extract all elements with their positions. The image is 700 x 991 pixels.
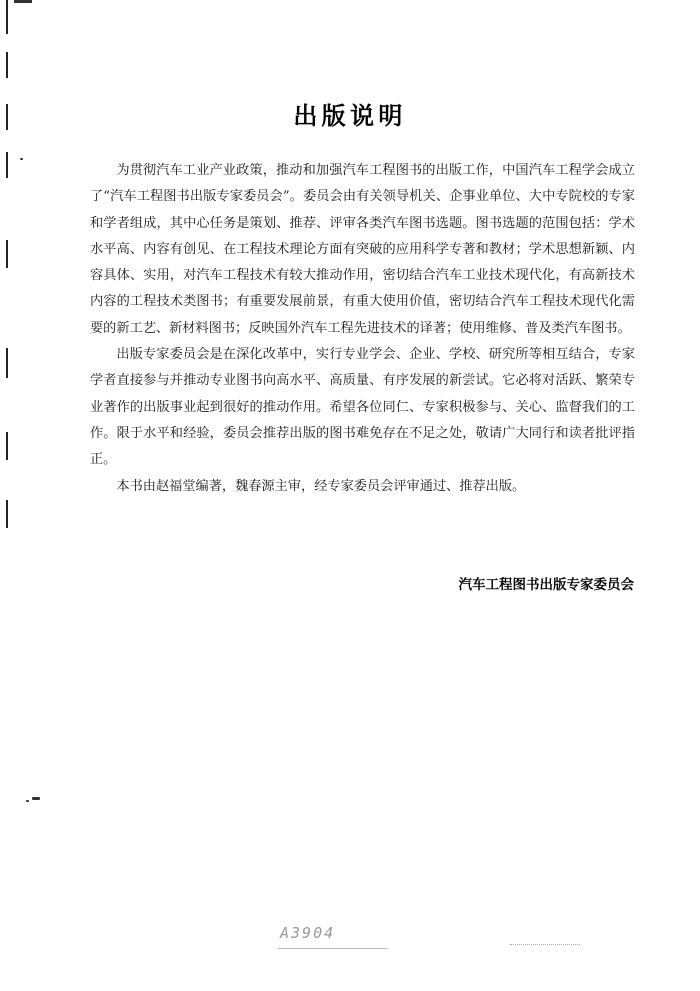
preface-body — [90, 158, 635, 500]
page-title: 出版说明 — [293, 102, 407, 130]
paragraph-3: 本书由赵福堂编著，魏春源主审，经专家委员会评审通过、推荐出版。 — [116, 478, 526, 494]
scan-speck — [32, 797, 40, 800]
scan-edge-mark — [6, 152, 8, 178]
scan-speck — [20, 158, 23, 160]
paragraph-2: 出版专家委员会是在深化改革中，实行专业学会、企业、学校、研究所等相互结合，专家学者直接参与并推动专业图书向高水平、高质量、有序发展的新尝试。它必将对活跃、繁荣专业著作的出版事业起到很好的推动作用。希望各位同仁、专家积极参与、关心、监督我们的工作。限于水平和经验，委员会推荐出版的图书难免存在不足之处，敬请广大同行和读者批评指正。 — [90, 347, 635, 468]
scan-speck — [26, 800, 29, 802]
library-stamp: A3904 — [280, 924, 336, 942]
signature: 汽车工程图书出版专家委员会 — [458, 577, 634, 593]
scan-edge-mark — [6, 0, 8, 34]
scan-edge-mark — [6, 240, 8, 268]
scan-edge-mark — [6, 348, 8, 378]
paragraph-1: 为贯彻汽车工业产业政策，推动和加强汽车工程图书的出版工作，中国汽车工程学会成立了“汽车工程图书出版专家委员会”。委员会由有关领导机关、企事业单位、大中专院校的专家和学者组成，其中心任务是策划、推荐、评审各类汽车图书选题。图书选题的范围包括：学术水平高、内容有创见、在工程技术理论方面有突破的应用科学专著和教材；学术思想新颖、内容具体、实用，对汽车工程技术有较大推动作用，密切结合汽车工业技术现代化，有高新技术内容的工程技术类图书；有重要发展前景，有重大使用价值，密切结合汽车工程技术现代化需要的新工艺、新材料图书；反映国外汽车工程先进技术的译著；使用维修、普及类汽车图书。 — [90, 163, 635, 336]
scan-edge-mark — [6, 52, 8, 78]
scan-corner-mark — [14, 0, 32, 3]
scan-edge-mark — [6, 432, 8, 460]
scan-dots — [510, 944, 580, 946]
scan-edge-mark — [6, 500, 8, 528]
stamp-underline — [278, 948, 388, 949]
